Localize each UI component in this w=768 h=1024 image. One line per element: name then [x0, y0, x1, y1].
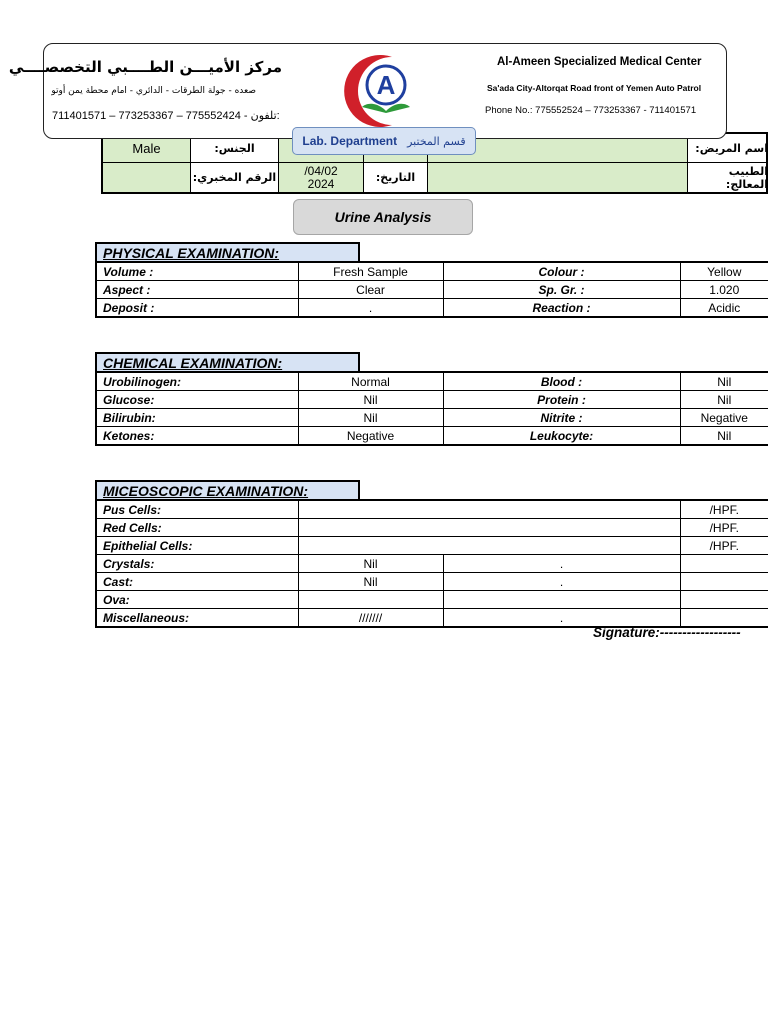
test-label: Colour : — [443, 262, 680, 281]
table-row — [96, 500, 768, 519]
physical-section-title: PHYSICAL EXAMINATION: — [95, 242, 360, 262]
test-value: 1.020 — [680, 281, 768, 299]
clinic-address-arabic: صعده - جولة الطرقات - الدائري - امام محطة يمن أوتو — [51, 86, 256, 96]
test-label: Protein : — [443, 391, 680, 409]
clinic-header — [8, 43, 727, 139]
table-row — [96, 537, 768, 555]
test-value: Nil — [680, 427, 768, 446]
lab-no-label: الرقم المخبري: — [192, 171, 277, 184]
doctor-label-cell — [688, 163, 768, 192]
patient-name-label: اسم المريض: — [695, 141, 768, 155]
test-value: Yellow — [680, 262, 768, 281]
signature-line: Signature:------------------ — [593, 625, 741, 640]
table-row — [96, 281, 768, 299]
doctor-value-cell — [428, 163, 688, 192]
lab-no-label-cell — [191, 163, 279, 192]
test-label: Ketones: — [96, 427, 298, 446]
unit-label: /HPF. — [680, 537, 768, 555]
test-label: Leukocyte: — [443, 427, 680, 446]
gender-value: Male — [132, 140, 161, 156]
test-value: Nil — [680, 391, 768, 409]
test-label: Red Cells: — [96, 519, 298, 537]
clinic-name-english: Al-Ameen Specialized Medical Center — [497, 56, 702, 68]
test-value: Negative — [680, 409, 768, 427]
date-value-line2: 2024 — [307, 176, 335, 191]
test-value — [443, 591, 680, 609]
test-label: Aspect : — [96, 281, 298, 299]
test-value — [298, 537, 680, 555]
unit-label: /HPF. — [680, 519, 768, 537]
table-row — [96, 409, 768, 427]
chemical-section-title: CHEMICAL EXAMINATION: — [95, 352, 360, 372]
test-value: /////// — [298, 609, 443, 628]
table-row — [96, 262, 768, 281]
unit-label: /HPF. — [680, 500, 768, 519]
physical-table — [95, 261, 768, 318]
test-value: Nil — [680, 372, 768, 391]
logo-letter: A — [376, 70, 396, 100]
table-row — [96, 591, 768, 609]
clinic-phone-english: Phone No.: 775552524 – 773253367 - 711401571 — [485, 105, 697, 116]
test-label: Sp. Gr. : — [443, 281, 680, 299]
test-label: Crystals: — [96, 555, 298, 573]
test-label: Deposit : — [96, 299, 298, 318]
table-row — [96, 519, 768, 537]
lab-no-value-cell — [103, 163, 191, 192]
test-label: Epithelial Cells: — [96, 537, 298, 555]
test-value — [298, 519, 680, 537]
microscopic-section-title: MICEOSCOPIC EXAMINATION: — [95, 480, 360, 500]
table-row — [96, 299, 768, 318]
lab-department-badge — [292, 127, 476, 155]
test-label: Nitrite : — [443, 409, 680, 427]
lab-department-ar: قسم المختبر — [407, 134, 466, 148]
date-label: التاريخ: — [375, 171, 416, 184]
test-value: Negative — [298, 427, 443, 446]
test-label: Glucose: — [96, 391, 298, 409]
table-row — [96, 427, 768, 446]
date-value-cell — [279, 163, 364, 192]
test-value: Fresh Sample — [298, 262, 443, 281]
date-label-cell — [364, 163, 428, 192]
doctor-label: الطبيب المعالج: — [725, 164, 768, 191]
test-label: Cast: — [96, 573, 298, 591]
table-row — [96, 555, 768, 573]
test-label: Bilirubin: — [96, 409, 298, 427]
chemical-table — [95, 371, 768, 446]
test-value: . — [443, 555, 680, 573]
test-value: Acidic — [680, 299, 768, 318]
table-row — [96, 391, 768, 409]
test-value — [298, 591, 443, 609]
test-value — [680, 591, 768, 609]
test-value: Nil — [298, 573, 443, 591]
microscopic-table — [95, 499, 768, 628]
test-value: . — [443, 609, 680, 628]
test-label: Urobilinogen: — [96, 372, 298, 391]
test-value: . — [443, 573, 680, 591]
test-value — [680, 555, 768, 573]
test-label: Blood : — [443, 372, 680, 391]
clinic-phone-arabic: 711401571 – 773253367 – 775552424 - تلفون: — [52, 110, 280, 122]
test-title: Urine Analysis — [293, 199, 473, 235]
test-value: Normal — [298, 372, 443, 391]
test-label: Reaction : — [443, 299, 680, 318]
test-value: Nil — [298, 555, 443, 573]
test-label: Pus Cells: — [96, 500, 298, 519]
clinic-address-english: Sa'ada City-Altorqat Road front of Yemen Auto Patrol — [487, 83, 702, 93]
test-value — [298, 500, 680, 519]
date-value-line1: /04/02 — [304, 163, 338, 178]
test-label: Volume : — [96, 262, 298, 281]
table-row — [96, 372, 768, 391]
clinic-name-arabic: مركز الأميـــن الطــــبي التخصصــــي — [8, 58, 282, 76]
test-value: . — [298, 299, 443, 318]
table-row — [96, 573, 768, 591]
lab-department-en: Lab. Department — [302, 134, 398, 148]
test-value — [680, 573, 768, 591]
test-label: Miscellaneous: — [96, 609, 298, 628]
test-value: Nil — [298, 409, 443, 427]
gender-label: الجنس: — [214, 141, 255, 155]
test-label: Ova: — [96, 591, 298, 609]
test-value: Clear — [298, 281, 443, 299]
test-value: Nil — [298, 391, 443, 409]
clinic-logo-icon — [340, 51, 420, 131]
